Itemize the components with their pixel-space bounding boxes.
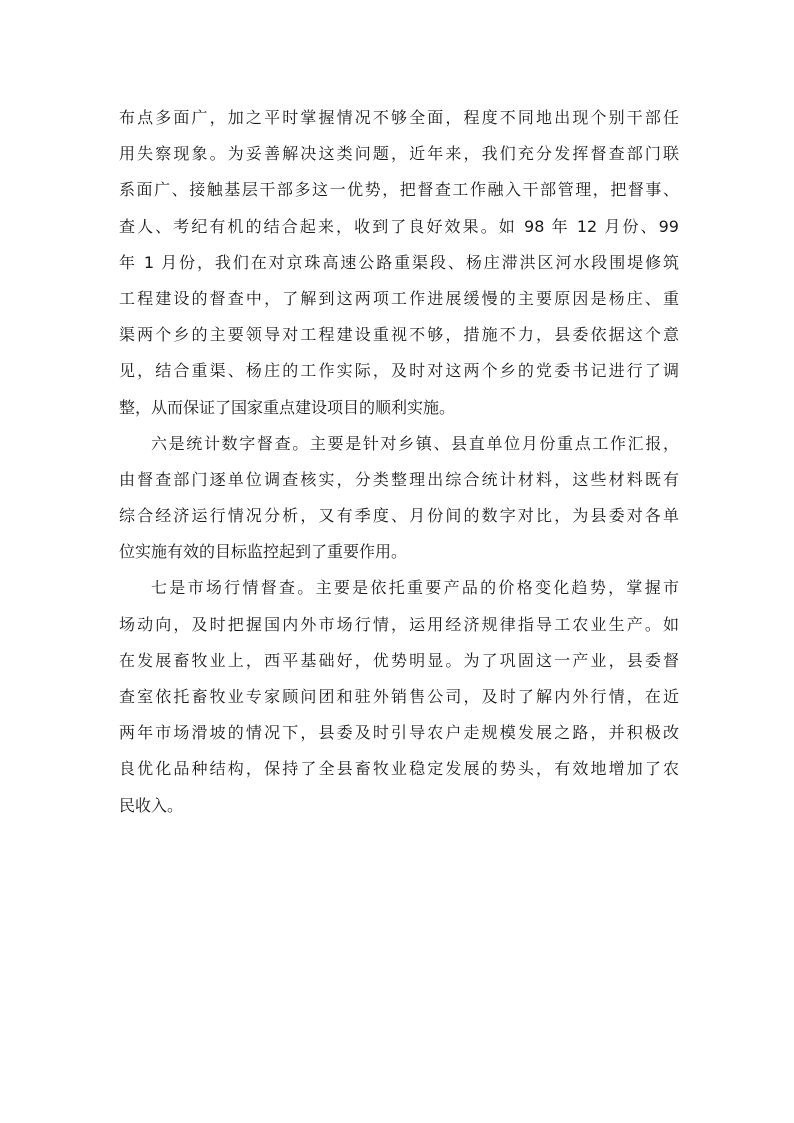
paragraph-item-seven	[119, 570, 679, 823]
text-line: 由督查部门逐单位调查核实，分类整理出综合统计材料，这些材料既有	[119, 469, 679, 489]
text-line: 见，结合重渠、杨庄的工作实际，及时对这两个乡的党委书记进行了调	[119, 361, 679, 381]
text-line: 系面广、接触基层干部多这一优势，把督查工作融入干部管理，把督事、	[119, 180, 679, 200]
text-line: 用失察现象。为妥善解决这类问题，近年来，我们充分发挥督查部门联	[119, 144, 679, 164]
text-line: 七是市场行情督查。主要是依托重要产品的价格变化趋势，掌握市	[151, 578, 679, 598]
text-line: 布点多面广，加之平时掌握情况不够全面，程度不同地出现个别干部任	[119, 108, 679, 127]
text-line: 综合经济运行情况分析，又有季度、月份间的数字对比，为县委对各单	[119, 506, 679, 526]
text-line: 渠两个乡的主要领导对工程建设重视不够，措施不力，县委依据这个意	[119, 325, 679, 345]
text-line: 查室依托畜牧业专家顾问团和驻外销售公司，及时了解内外行情，在近	[119, 687, 679, 706]
document-body	[119, 100, 679, 824]
text-line: 场动向，及时把握国内外市场行情，运用经济规律指导工农业生产。如	[119, 614, 679, 634]
text-line: 六是统计数字督查。主要是针对乡镇、县直单位月份重点工作汇报，	[151, 433, 679, 453]
text-line: 年 1 月份，我们在对京珠高速公路重渠段、杨庄滞洪区河水段围堤修筑	[119, 252, 679, 272]
text-line: 工程建设的督查中，了解到这两项工作进展缓慢的主要原因是杨庄、重	[119, 288, 679, 308]
text-line: 民收入。	[119, 795, 184, 815]
paragraph-item-six	[119, 426, 679, 571]
paragraph-continuation	[119, 100, 679, 426]
text-line: 位实施有效的目标监控起到了重要作用。	[119, 542, 408, 562]
text-line: 查人、考纪有机的结合起来，收到了良好效果。如 98 年 12 月份、99	[119, 216, 679, 236]
text-line: 整，从而保证了国家重点建设项目的顺利实施。	[119, 397, 456, 417]
text-line: 两年市场滑坡的情况下，县委及时引导农户走规模发展之路，并积极改	[119, 723, 679, 743]
text-line: 良优化品种结构，保持了全县畜牧业稳定发展的势头，有效地增加了农	[119, 759, 679, 779]
text-line: 在发展畜牧业上，西平基础好，优势明显。为了巩固这一产业，县委督	[119, 650, 679, 670]
